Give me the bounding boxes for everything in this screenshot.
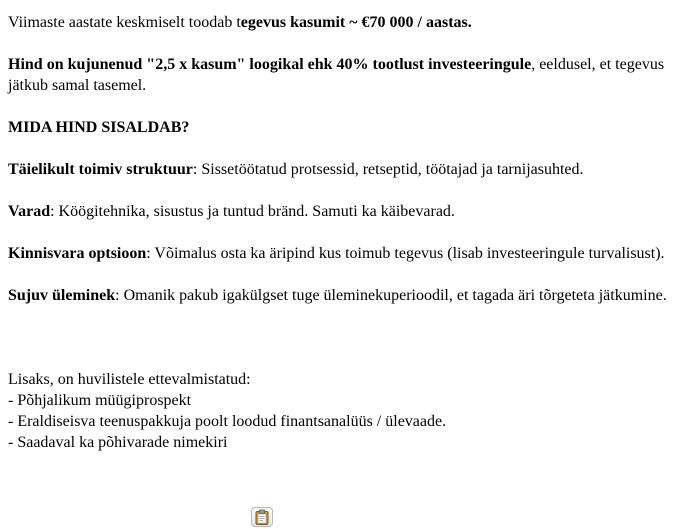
item-term: Täielikult toimiv struktuur xyxy=(8,161,193,178)
intro-lead: Viimaste aastate keskmiselt toodab t xyxy=(8,14,241,31)
item-term: Kinnisvara optsioon xyxy=(8,245,147,262)
item-text: : Sissetöötatud protsessid, retseptid, töötajad ja tarnijasuhted. xyxy=(192,161,584,178)
extras-item: - Saadaval ka põhivarade nimekiri xyxy=(8,434,228,451)
extras-item: - Põhjalikum müügiprospekt xyxy=(8,392,192,409)
paste-options-button[interactable] xyxy=(251,507,273,527)
section-heading: MIDA HIND SISALDAB? xyxy=(8,119,190,136)
price-condition: , eeldusel, et tegevus jätkub samal tasemel. xyxy=(8,56,665,94)
extras-intro: Lisaks, on huvilistele ettevalmistatud: xyxy=(8,371,251,388)
item-text: : Köögitehnika, sisustus ja tuntud bränd. Samuti ka käibevarad. xyxy=(50,203,455,220)
item-term: Sujuv üleminek xyxy=(8,287,116,304)
item-assets xyxy=(8,201,678,222)
document-body xyxy=(8,12,678,453)
extras-item: - Eraldiseisva teenuspakkuja poolt loodud finantsanalüüs / ülevaade. xyxy=(8,413,447,430)
item-text: : Omanik pakub igakülgset tuge üleminekuperioodil, et tagada äri tõrgeteta jätkumine. xyxy=(115,287,667,304)
item-text: : Võimalus osta ka äripind kus toimub tegevus (lisab investeeringule turvalisust). xyxy=(146,245,665,262)
item-transition xyxy=(8,285,678,306)
price-paragraph xyxy=(8,54,678,96)
item-term: Varad xyxy=(8,203,51,220)
item-structure xyxy=(8,159,678,180)
intro-paragraph xyxy=(8,12,678,33)
item-real-estate xyxy=(8,243,678,264)
clipboard-icon xyxy=(255,509,269,525)
price-basis: Hind on kujunenud "2,5 x kasum" loogikal ehk 40% tootlust investeeringule xyxy=(8,56,532,73)
intro-profit: egevus kasumit ~ €70 000 / aastas. xyxy=(240,14,472,31)
